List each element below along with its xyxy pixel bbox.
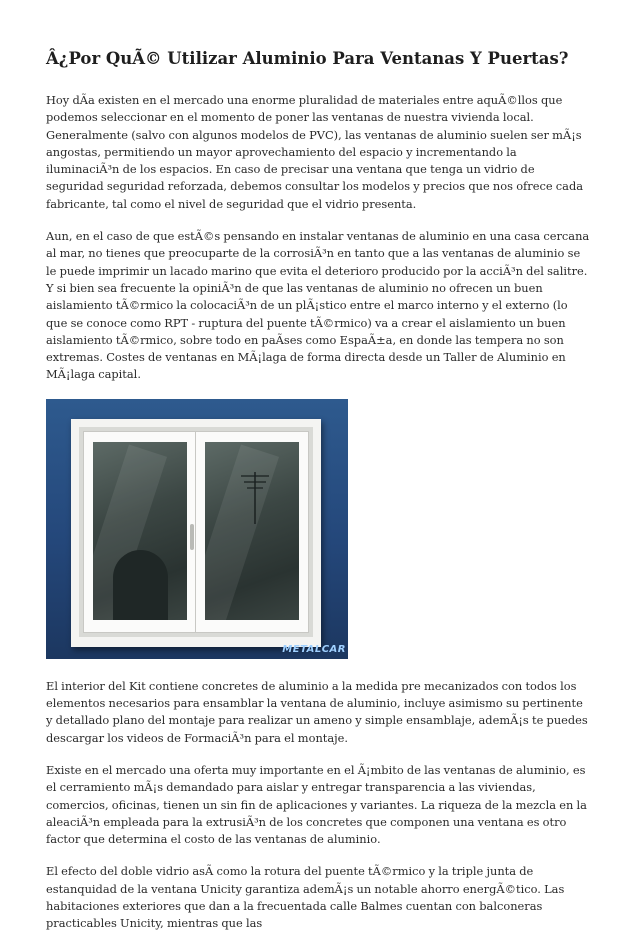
article-title: Â¿Por QuÃ© Utilizar Aluminio Para Ventanas Y Puertas? bbox=[46, 49, 569, 68]
paragraph-3: El interior del Kit contiene concretes de aluminio a la medida pre mecanizados con todos los elementos necesarios para ensamblar la ventana de aluminio, incluye asimismo su pertinente y detallado plano del montaje para realizar un ameno y simple ensamblaje, ademÃ¡s te puedes descargar los videos de FormaciÃ³n para el montaje. bbox=[46, 678, 588, 745]
window-photo bbox=[46, 399, 348, 659]
window-frame bbox=[71, 419, 321, 647]
sash-handle bbox=[190, 524, 194, 550]
paragraph-1: Hoy dÃa existen en el mercado una enorme pluralidad de materiales entre aquÃ©llos que podemos seleccionar en el momento de poner las ventanas de nuestra vivienda local. Generalmente (salvo con algunos modelos de PVC), las ventanas de aluminio suelen ser mÃ¡s angostas, permitiendo un mayor aprovechamiento del espacio y incrementando la iluminaciÃ³n de los espacios. En caso de precisar una ventana que tenga un vidrio de seguridad seguridad reforzada, debemos consultar los modelos y precios que nos ofrece cada fabricante, tal como el nivel de seguridad que el vidrio presenta. bbox=[46, 93, 584, 211]
paragraph-4: Existe en el mercado una oferta muy importante en el Ã¡mbito de las ventanas de aluminio, es el cerramiento mÃ¡s demandado para aislar y entregar transparencia a las viviendas, comercios, oficinas, tienen un sin fin de aplicaciones y variantes. La riqueza de la mezcla en la aleaciÃ³n empleada para la extrusiÃ³n de los concretes que componen una ventana es otro factor que determina el costo de las ventanas de aluminio. bbox=[46, 762, 587, 847]
paragraph-5: El efecto del doble vidrio asÃ como la rotura del puente tÃ©rmico y la triple junta de estanquidad de la ventana Unicity garantiza ademÃ¡s un notable ahorro energÃ©tico. Las habitaciones exteriores que dan a la frecuentada calle Balmes cuentan con balconeras practicables Unicity, mientras que las bbox=[46, 864, 565, 931]
left-glass bbox=[93, 442, 187, 620]
left-sash bbox=[83, 431, 197, 633]
right-sash bbox=[195, 431, 309, 633]
paragraph-2: Aun, en el caso de que estÃ©s pensando en instalar ventanas de aluminio en una casa cercana al mar, no tienes que preocuparte de la corrosiÃ³n en tanto que a las ventanas de aluminio se le puede imprimir un lacado marino que evita el deterioro producido por la acciÃ³n del salitre. Y si bien sea frecuente la opiniÃ³n de que las ventanas de aluminio no ofrecen un buen aislamiento tÃ©rmico la colocaciÃ³n de un plÃ¡stico entre el marco interno y el externo (lo que se conoce como RPT - ruptura del puente tÃ©rmico) va a crear el aislamiento un buen aislamiento tÃ©rmico, sobre todo en paÃses como EspaÃ±a, en donde las tempera no son extremas. Costes de ventanas en MÃ¡laga de forma directa desde un Taller de Aluminio en MÃ¡laga capital. bbox=[46, 229, 590, 382]
right-glass bbox=[205, 442, 299, 620]
brand-logo: METALCAR bbox=[282, 643, 346, 655]
antenna-reflection-icon bbox=[235, 464, 275, 524]
